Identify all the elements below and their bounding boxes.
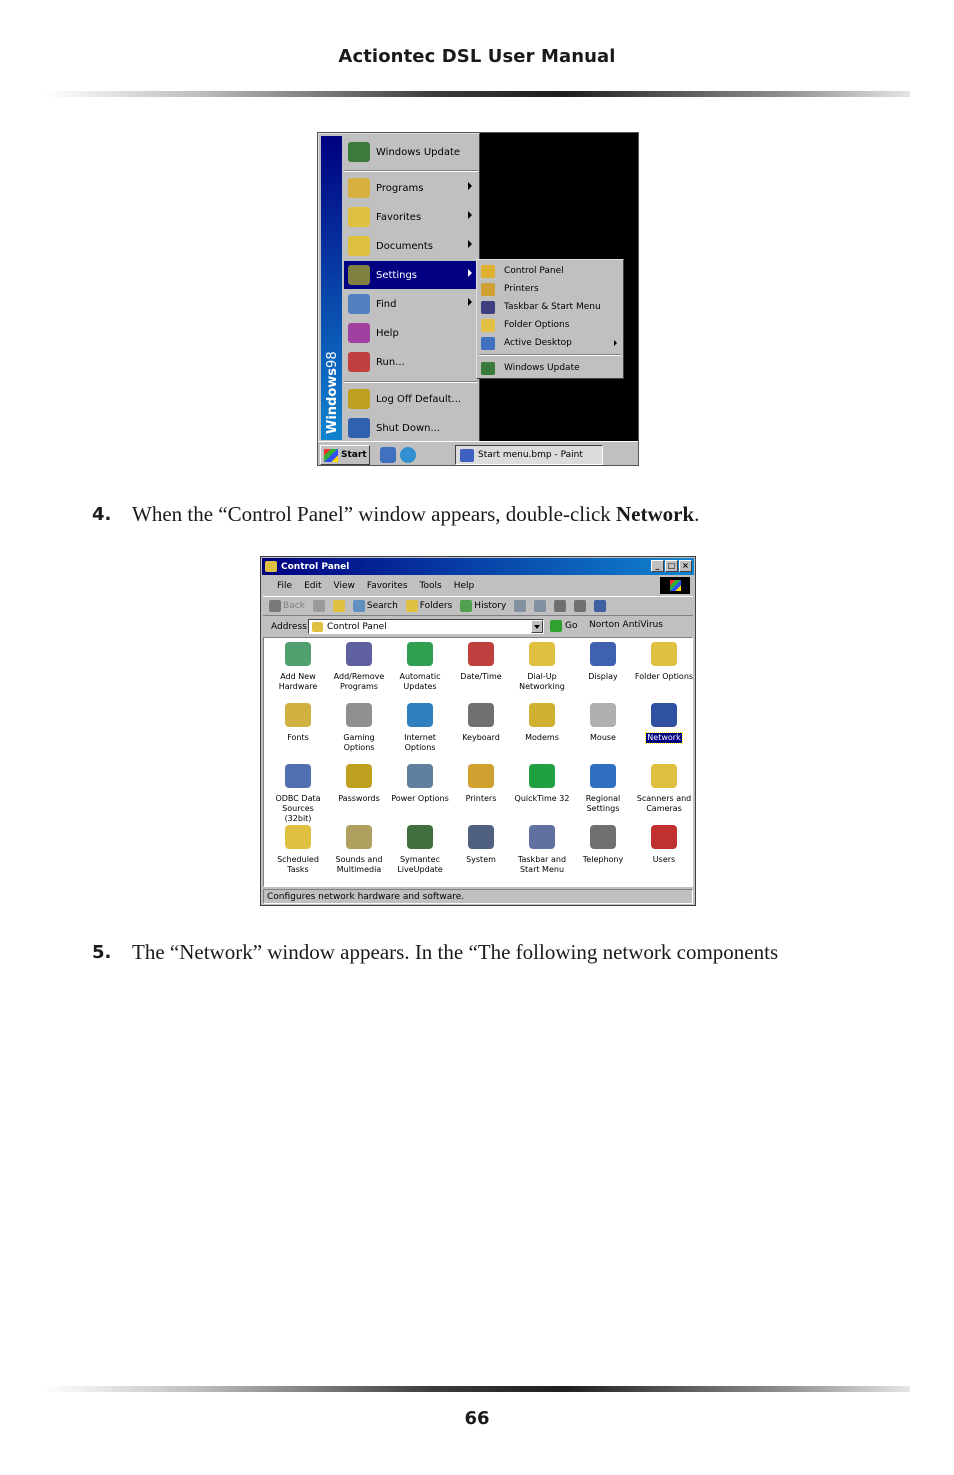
control-panel-item[interactable] xyxy=(572,703,634,761)
history-icon xyxy=(460,600,472,612)
start-menu-item-label: Find xyxy=(376,298,397,310)
submenu-item-label: Taskbar & Start Menu xyxy=(504,302,601,312)
back-button[interactable] xyxy=(269,600,305,612)
folder-options-icon xyxy=(481,319,495,332)
settings-submenu-item[interactable] xyxy=(479,359,621,377)
settings-submenu-item[interactable] xyxy=(479,316,621,334)
control-panel-item[interactable] xyxy=(633,764,695,822)
submenu-arrow-icon xyxy=(468,211,472,219)
control-panel-item-label: Display xyxy=(588,672,618,681)
control-panel-item[interactable] xyxy=(450,703,512,761)
submenu-item-label: Control Panel xyxy=(504,266,564,276)
find-icon xyxy=(348,294,370,314)
power-options-icon xyxy=(407,764,433,788)
step-text-after: . xyxy=(694,502,700,526)
scheduled-tasks-icon xyxy=(285,825,311,849)
start-menu-item-label: Programs xyxy=(376,182,424,194)
control-panel-item[interactable] xyxy=(511,825,573,883)
keyboard-icon xyxy=(468,703,494,727)
menu-help[interactable]: Help xyxy=(453,580,475,591)
start-menu xyxy=(318,133,480,441)
menu-separator xyxy=(344,170,478,172)
move-to-button[interactable] xyxy=(514,600,526,612)
address-field[interactable] xyxy=(308,619,544,634)
display-icon xyxy=(590,642,616,666)
title-bar[interactable] xyxy=(262,558,694,575)
start-button[interactable] xyxy=(320,445,370,465)
submenu-arrow-icon xyxy=(468,182,472,190)
control-panel-item-label: Fonts xyxy=(287,733,309,742)
favorites-folder-icon xyxy=(348,207,370,227)
start-menu-item[interactable] xyxy=(344,232,478,260)
go-button[interactable] xyxy=(550,620,577,632)
footer-rule xyxy=(44,1386,910,1392)
control-panel-item[interactable] xyxy=(511,703,573,761)
header-title: Actiontec DSL User Manual xyxy=(338,46,616,67)
system-icon xyxy=(468,825,494,849)
control-panel-item[interactable] xyxy=(389,825,451,883)
control-panel-item-label: Gaming Options xyxy=(343,733,375,752)
dial-up-networking-icon xyxy=(529,642,555,666)
run-icon xyxy=(348,352,370,372)
control-panel-item[interactable] xyxy=(389,642,451,700)
step-text: The “Network” window appears. In the “The following network components xyxy=(132,940,779,964)
submenu-item-label: Windows Update xyxy=(504,363,580,373)
control-panel-item[interactable] xyxy=(450,825,512,883)
copy-to-button[interactable] xyxy=(534,600,546,612)
undo-button[interactable] xyxy=(574,600,586,612)
submenu-arrow-icon xyxy=(468,269,472,277)
paint-icon xyxy=(460,449,474,462)
control-panel-item[interactable] xyxy=(633,825,695,883)
start-menu-item[interactable] xyxy=(344,290,478,318)
start-label: Start xyxy=(341,450,367,460)
control-panel-item-label: Symantec LiveUpdate xyxy=(397,855,443,874)
control-panel-item-label: Dial-Up Networking xyxy=(519,672,565,691)
submenu-item-label: Printers xyxy=(504,284,539,294)
start-menu-item[interactable] xyxy=(344,385,478,413)
folder-options-icon xyxy=(651,642,677,666)
forward-arrow-icon xyxy=(313,600,325,612)
control-panel-icon xyxy=(265,561,277,572)
printers-icon xyxy=(468,764,494,788)
start-menu-item[interactable] xyxy=(344,319,478,347)
submenu-arrow-icon xyxy=(614,340,617,346)
start-menu-item-label: Help xyxy=(376,327,399,339)
mouse-icon xyxy=(590,703,616,727)
taskbar-icon xyxy=(481,301,495,314)
control-panel-item-label: Keyboard xyxy=(462,733,500,742)
taskbar xyxy=(318,441,639,466)
views-button[interactable] xyxy=(594,600,606,612)
control-panel-item[interactable] xyxy=(389,703,451,761)
passwords-key-icon xyxy=(346,764,372,788)
delete-icon xyxy=(554,600,566,612)
menu-file[interactable]: File xyxy=(277,580,293,591)
settings-icon xyxy=(348,265,370,285)
folders-button[interactable] xyxy=(406,600,453,612)
control-panel-item-label: Folder Options xyxy=(634,672,694,681)
start-menu-item[interactable] xyxy=(344,261,478,289)
control-panel-item-label: Telephony xyxy=(582,855,624,864)
control-panel-item[interactable] xyxy=(511,764,573,822)
windows-update-icon xyxy=(481,362,495,375)
control-panel-item[interactable] xyxy=(633,642,695,700)
odbc-icon xyxy=(285,764,311,788)
documents-folder-icon xyxy=(348,236,370,256)
taskbar-button-paint[interactable] xyxy=(455,445,603,465)
date-time-icon xyxy=(468,642,494,666)
menu-bar xyxy=(263,577,693,594)
control-panel-item-label: Power Options xyxy=(391,794,449,803)
start-menu-item-label: Documents xyxy=(376,240,434,252)
control-panel-item-label: Internet Options xyxy=(404,733,436,752)
menu-view[interactable]: View xyxy=(333,580,355,591)
address-bar xyxy=(263,617,693,637)
start-menu-item[interactable] xyxy=(344,138,478,166)
automatic-updates-icon xyxy=(407,642,433,666)
control-panel-item[interactable] xyxy=(267,764,329,822)
minimize-button[interactable]: _ xyxy=(651,560,664,572)
control-panel-content xyxy=(263,637,693,887)
users-icon xyxy=(651,825,677,849)
start-menu-screenshot xyxy=(317,132,639,466)
control-panel-item-label: Users xyxy=(652,855,676,864)
folders-label: Folders xyxy=(419,601,453,611)
control-panel-icon xyxy=(481,265,495,278)
add-new-hardware-icon xyxy=(285,642,311,666)
internet-options-icon xyxy=(407,703,433,727)
windows-logo-icon xyxy=(324,449,338,462)
control-panel-item-label: Sounds and Multimedia xyxy=(335,855,383,874)
back-label: Back xyxy=(283,601,305,611)
control-panel-item-label: Add/Remove Programs xyxy=(333,672,385,691)
step-text-bold: Network xyxy=(616,502,695,526)
submenu-arrow-icon xyxy=(468,240,472,248)
internet-explorer-icon[interactable] xyxy=(400,447,416,463)
start-menu-item[interactable] xyxy=(344,203,478,231)
step-number: 5. xyxy=(92,942,112,963)
sounds-multimedia-icon xyxy=(346,825,372,849)
active-desktop-icon xyxy=(481,337,495,350)
submenu-item-label: Active Desktop xyxy=(504,338,572,348)
quicktime-icon xyxy=(529,764,555,788)
start-menu-item-label: Shut Down... xyxy=(376,422,440,434)
maximize-button[interactable]: □ xyxy=(665,560,678,572)
submenu-item-label: Folder Options xyxy=(504,320,570,330)
control-panel-item-label: Scanners and Cameras xyxy=(636,794,692,813)
go-label: Go xyxy=(565,621,578,631)
windows-98-banner xyxy=(321,136,342,440)
step-number: 4. xyxy=(92,504,112,525)
windows-update-icon xyxy=(348,142,370,162)
control-panel-item-label: QuickTime 32 xyxy=(514,794,570,803)
modems-icon xyxy=(529,703,555,727)
toolbar xyxy=(263,596,693,616)
control-panel-item[interactable] xyxy=(267,703,329,761)
start-menu-item-label: Favorites xyxy=(376,211,422,223)
control-panel-item-label: Regional Settings xyxy=(585,794,621,813)
delete-button[interactable] xyxy=(554,600,566,612)
history-button[interactable] xyxy=(460,600,506,612)
control-panel-item[interactable] xyxy=(450,764,512,822)
control-panel-item-label: System xyxy=(466,855,496,864)
control-panel-item[interactable] xyxy=(450,642,512,700)
menu-separator xyxy=(479,354,621,356)
shut-down-icon xyxy=(348,418,370,438)
telephony-icon xyxy=(590,825,616,849)
status-text: Configures network hardware and software. xyxy=(267,891,465,902)
control-panel-item-label: Scheduled Tasks xyxy=(277,855,319,874)
control-panel-item[interactable] xyxy=(267,825,329,883)
settings-submenu-item[interactable] xyxy=(479,298,621,316)
control-panel-item-label: ODBC Data Sources (32bit) xyxy=(275,794,321,823)
up-folder-icon xyxy=(333,600,345,612)
control-panel-item[interactable] xyxy=(572,764,634,822)
taskbar-icon xyxy=(529,825,555,849)
settings-submenu-item[interactable] xyxy=(479,334,621,352)
banner-version: 98 xyxy=(325,351,340,368)
control-panel-item[interactable] xyxy=(328,825,390,883)
control-panel-item[interactable] xyxy=(511,642,573,700)
help-book-icon xyxy=(348,323,370,343)
task-label: Start menu.bmp - Paint xyxy=(478,450,583,460)
scanners-cameras-icon xyxy=(651,764,677,788)
start-menu-item-label: Settings xyxy=(376,269,418,281)
start-menu-item-label: Windows Update xyxy=(376,146,461,158)
norton-antivirus-button[interactable] xyxy=(589,620,663,630)
regional-settings-icon xyxy=(590,764,616,788)
page-number: 66 xyxy=(464,1408,490,1429)
forward-button[interactable] xyxy=(313,600,325,612)
start-menu-item[interactable] xyxy=(344,174,478,202)
start-menu-item-label: Run... xyxy=(376,356,405,368)
control-panel-item-label: Add New Hardware xyxy=(278,672,318,691)
header-rule xyxy=(44,91,910,97)
menu-favorites[interactable]: Favorites xyxy=(366,580,408,591)
up-button[interactable] xyxy=(333,600,345,612)
control-panel-item[interactable] xyxy=(328,703,390,761)
search-button[interactable] xyxy=(353,600,398,612)
move-to-icon xyxy=(514,600,526,612)
control-panel-item-label: Taskbar and Start Menu xyxy=(517,855,567,874)
control-panel-window xyxy=(260,556,696,906)
address-label: Address xyxy=(271,622,307,632)
control-panel-item[interactable] xyxy=(389,764,451,822)
control-panel-item-label: Network xyxy=(647,733,681,742)
control-panel-item[interactable] xyxy=(633,703,695,761)
norton-label: Norton AntiVirus xyxy=(589,620,663,630)
control-panel-item-label: Modems xyxy=(525,733,559,742)
control-panel-item[interactable] xyxy=(572,825,634,883)
control-panel-item[interactable] xyxy=(328,764,390,822)
programs-folder-icon xyxy=(348,178,370,198)
search-icon xyxy=(353,600,365,612)
network-icon xyxy=(651,703,677,727)
step-text-before: When the “Control Panel” window appears, double-click xyxy=(132,502,617,526)
control-panel-item-label: Printers xyxy=(465,794,497,803)
start-menu-item[interactable] xyxy=(344,348,478,376)
quick-launch xyxy=(380,447,416,463)
go-arrow-icon xyxy=(550,620,562,632)
control-panel-item-label: Passwords xyxy=(338,794,380,803)
settings-submenu-item[interactable] xyxy=(479,280,621,298)
gaming-options-icon xyxy=(346,703,372,727)
status-bar xyxy=(263,889,693,904)
folders-icon xyxy=(406,600,418,612)
address-value: Control Panel xyxy=(327,621,387,632)
control-panel-item-label: Automatic Updates xyxy=(399,672,441,691)
search-label: Search xyxy=(366,601,398,611)
history-label: History xyxy=(474,601,507,611)
liveupdate-icon xyxy=(407,825,433,849)
settings-submenu xyxy=(476,259,624,379)
step-text xyxy=(132,502,699,527)
views-icon xyxy=(594,600,606,612)
log-off-key-icon xyxy=(348,389,370,409)
undo-icon xyxy=(574,600,586,612)
control-panel-item[interactable] xyxy=(328,642,390,700)
menu-separator xyxy=(344,381,478,383)
control-panel-item[interactable] xyxy=(572,642,634,700)
copy-to-icon xyxy=(534,600,546,612)
control-panel-icon xyxy=(312,622,323,632)
close-button[interactable]: × xyxy=(679,560,692,572)
settings-submenu-item[interactable] xyxy=(479,262,621,280)
start-menu-item[interactable] xyxy=(344,414,478,442)
banner-brand: Windows xyxy=(325,367,340,434)
start-menu-item-label: Log Off Default... xyxy=(376,393,462,405)
fonts-icon xyxy=(285,703,311,727)
printers-icon xyxy=(481,283,495,296)
menu-edit[interactable]: Edit xyxy=(304,580,322,591)
control-panel-item[interactable] xyxy=(267,642,329,700)
menu-tools[interactable]: Tools xyxy=(419,580,442,591)
desktop-icon[interactable] xyxy=(380,447,396,463)
control-panel-item-label: Date/Time xyxy=(460,672,502,681)
back-arrow-icon xyxy=(269,600,281,612)
control-panel-item-label: Mouse xyxy=(590,733,616,742)
add-remove-programs-icon xyxy=(346,642,372,666)
address-dropdown-button[interactable] xyxy=(531,620,543,633)
windows-logo-icon xyxy=(660,577,690,594)
window-title: Control Panel xyxy=(281,561,350,572)
submenu-arrow-icon xyxy=(468,298,472,306)
